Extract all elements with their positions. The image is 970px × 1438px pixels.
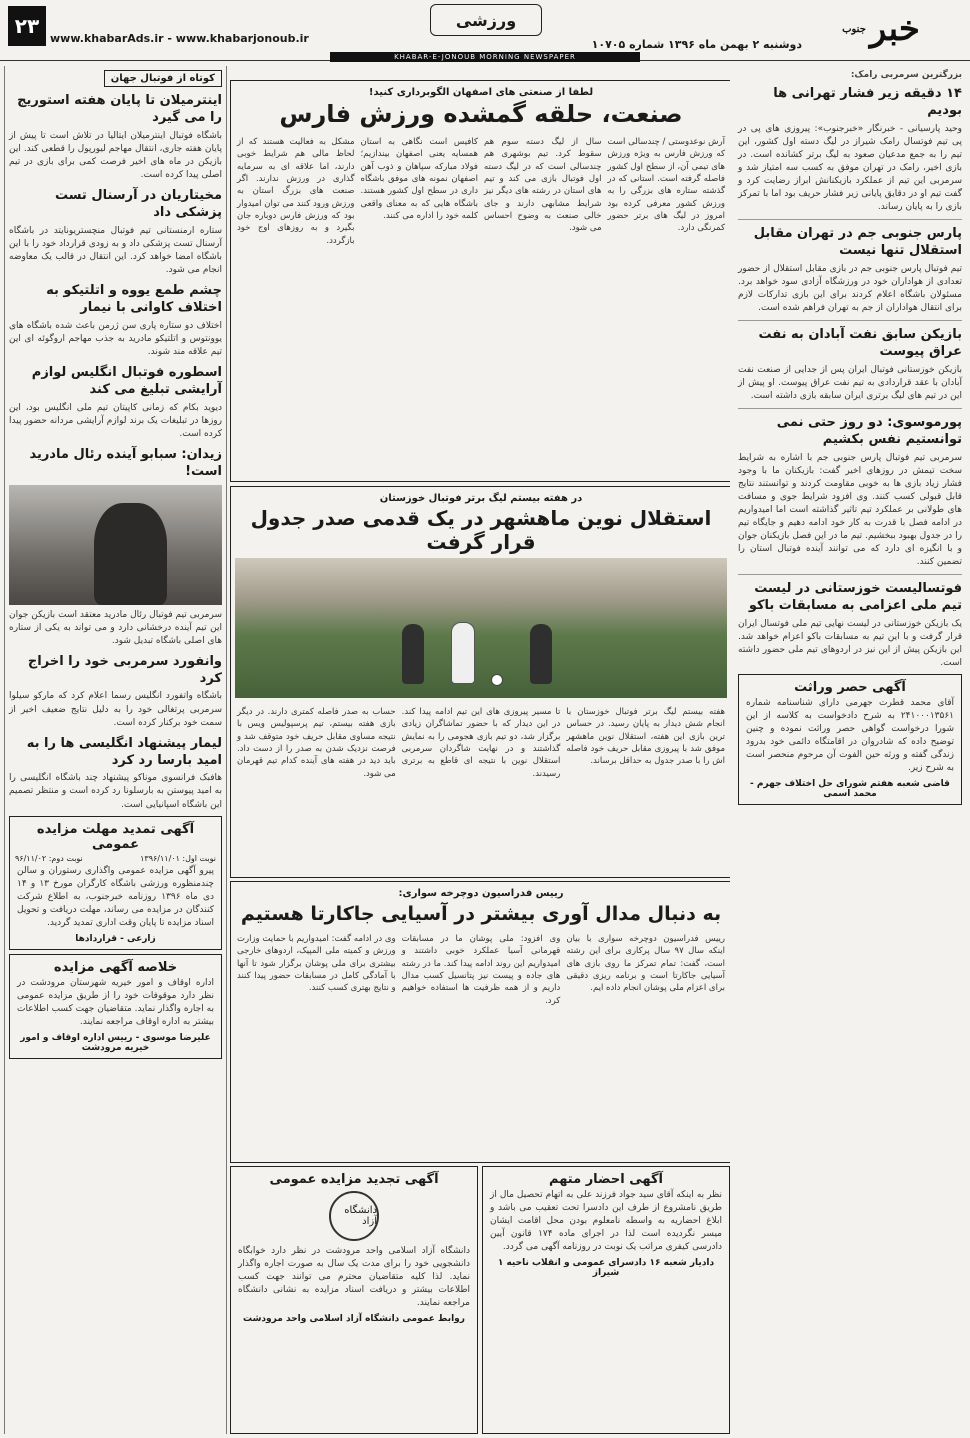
story-text-column: مشکل به فعالیت هستند که از لحاظ مالی هم شرایط خوبی دارند، اما علاقه ای به سرمایه گذاری در ورزش ندارند. اگر صنعت های بزرگ استان به ورزش ورود کنند می توان امیدوار بود که ورزش فارس دوباره جان بگیرد و به روزهای اوج خود بازگردد. <box>237 137 355 246</box>
logo-small-text: جنوب <box>842 23 866 35</box>
news-title: اسطوره فوتبال انگلیس لوازم آرایشی تبلیغ می کند <box>31 364 222 397</box>
ad-body: دانشگاه آزاد اسلامی واحد مرودشت در نظر دارد خوابگاه دانشجویی خود را برای مدت یک سال به صورت اجاره واگذار نماید. لذا کلیه متقاضیان محترم می توانند جهت کسب اطلاعات بیشتر و دریافت اسناد مزایده به نشانی دانشگاه مراجعه نمایند. <box>238 1246 470 1309</box>
story-text-column: هفته بیستم لیگ برتر فوتبال خوزستان با انجام شش دیدار به پایان رسید. در حساس ترین بازی این هفته، استقلال نوین ماهشهر موفق شد با پیروزی مقابل حریف خود فاصله اش را با صدر جدول به حداقل برساند. <box>566 707 725 767</box>
story-columns <box>231 132 730 251</box>
ad-title: خلاصه آگهی مزایده <box>53 959 178 975</box>
news-body: باشگاه واتفورد انگلیس رسما اعلام کرد که مارکو سیلوا سرمربی پرتغالی خود را به دلیل نتایج ضعیف اخیر از سمت خود برکنار کرده است. <box>9 691 222 728</box>
ad-body: پیرو آگهی مزایده عمومی واگذاری رستوران و سالن چندمنظوره ورزشی باشگاه کارگران مورخ ۱۳ و ۱۴ دی ماه ۱۳۹۶ روزنامه خبرجنوب، به اطلاع شرکت کنندگان در مزایده می رساند، مهلت دریافت و تحویل اسناد مزایده تا پایان وقت اداری تمدید گردید. <box>17 865 214 928</box>
news-title: فوتسالیست خوزستانی در لیست تیم ملی اعزامی به مسابقات باکو <box>748 581 962 614</box>
newspaper-logo <box>806 6 956 52</box>
page-number: ۲۳ <box>8 6 46 46</box>
top-story <box>230 80 730 482</box>
news-body: باشگاه فوتبال اینترمیلان ایتالیا در تلاش است تا پیش از پایان هفته جاری، انتقال مهاجم لیورپول را قطعی کند. این بازیکن در ماه های اخیر فرصت کمی برای بازی در تیم اصلی پیدا کرده است. <box>9 130 222 180</box>
news-title: لیمار پیشنهاد انگلیسی ها را به امید بارسا رد کرد <box>26 735 222 768</box>
story-text-column: حساب به صدر فاصله کمتری دارند. در دیگر بازی هفته بیستم، تیم پرسپولیس ویس با نتیجه مساوی مقابل حریف خود متوقف شد و فرصت نزدیک شدن به صدر را از دست داد. باید دید در هفته های آینده کدام تیم قهرمان می شود. <box>236 707 396 779</box>
coach-photo <box>9 485 222 605</box>
website-line: www.khabarAds.ir - www.khabarjonoub.ir <box>50 32 309 45</box>
ad-signature: روابط عمومی دانشگاه آزاد اسلامی واحد مرودشت <box>243 1314 465 1325</box>
ad-title: آگهی تجدید مزایده عمومی <box>269 1172 439 1187</box>
news-title: پارس جنوبی جم در تهران مقابل استقلال تنها نیست <box>753 226 962 258</box>
football-match-photo <box>235 558 727 698</box>
story-kicker: لطفا از صنعتی های اصفهان الگوبرداری کنید! <box>368 87 594 98</box>
ad-dates <box>15 854 216 863</box>
story-kicker: رییس فدراسیون دوچرخه سواری: <box>398 888 564 899</box>
ad-date-first: نوبت اول: ۱۳۹۶/۱۱/۰۱ <box>140 853 216 863</box>
story-columns <box>231 702 730 784</box>
player-figure <box>402 624 424 684</box>
ball-icon <box>491 674 503 686</box>
story-text-column: وی در ادامه گفت: امیدواریم با حمایت وزارت ورزش و کمیته ملی المپیک، اردوهای خارجی بیشتری برای ملی پوشان برگزار شود تا آنها با آمادگی کامل در مسابقات حضور پیدا کنند و نتایج بهتری کسب کنند. <box>236 934 396 994</box>
ad-body: اداره اوقاف و امور خیریه شهرستان مرودشت در نظر دارد موقوفات خود را از طریق مزایده عمومی به اجاره واگذار نماید. متقاضیان جهت کسب اطلاعات بیشتر به اداره اوقاف مراجعه نمایند. <box>17 977 214 1027</box>
right-column <box>734 66 966 1434</box>
left-column <box>4 66 227 1434</box>
news-title: بازیکن سابق نفت آبادان به نفت عراق پیوست <box>758 327 962 359</box>
ad-signature: قاضی شعبه هفتم شورای حل اختلاف جهرم - محمد اسمی <box>750 779 950 800</box>
news-title: اینترمیلان تا پایان هفته استوریج را می گیرد <box>17 93 222 125</box>
ad-title: آگهی احضار متهم <box>549 1172 663 1187</box>
ad-body: آقای محمد قطرت جهرمی دارای شناسنامه شماره ۲۴۱۰۰۰۱۳۵۶۱ به شرح دادخواست به کلاسه از این شورا درخواست گواهی حصر وراثت نموده و چنین توضیح داده که شادروان در اقامتگاه دائمی خود بدرود زندگی گفته و ورثه حین الفوت آن مرحوم منحصر است به شرح زیر. <box>746 698 954 774</box>
news-title: زیدان: سبابو آینده رئال مادرید است! <box>29 446 222 479</box>
news-body: هافبک فرانسوی موناکو پیشنهاد چند باشگاه انگلیسی را به امید پیوستن به بارسلونا رد کرده است و منتظر تصمیم این باشگاه اسپانیایی است. <box>9 773 222 810</box>
auction-ad <box>230 1166 478 1434</box>
header-banner: KHABAR-E-JONOUB MORNING NEWSPAPER <box>330 52 640 62</box>
news-body: ستاره ارمنستانی تیم فوتبال منچستریونایتد در باشگاه آرسنال تست پزشکی داد و به زودی قرارداد خود را با این باشگاه امضا خواهد کرد. این انتقال در قالب یک معاوضه انجام می شود. <box>9 225 222 275</box>
story-text-column: کافیس است نگاهی به استان همسایه یعنی اصفهان بیندازیم؛ فولاد مبارکه سپاهان و ذوب آهن اصفهان نمونه های موفق باشگاه داری در سطح اول کشور هستند. باشگاه هایی که به معنای واقعی کلمه خود را اداره می کنند. <box>360 137 478 221</box>
divider <box>738 320 962 321</box>
ad-signature: دادیار شعبه ۱۶ دادسرای عمومی و انقلاب ناحیه ۱ شیراز <box>497 1258 715 1279</box>
summons-ad <box>482 1166 730 1434</box>
ad-body: نظر به اینکه آقای سید جواد فرزند علی به اتهام تحصیل مال از طریق نامشروع از طرف این دادسرا تحت تعقیب می باشد و ابلاغ احضاریه به واسطه نامعلوم بودن محل اقامت ایشان میسر نگردیده است لذا در اجرای ماده ۱۷۴ قانون آیین دادرسی کیفری مراتب یک نوبت در روزنامه آگهی می گردد. <box>490 1190 722 1253</box>
section-title: ورزشی <box>430 4 542 36</box>
logo-text: خبر <box>869 9 920 49</box>
divider <box>738 574 962 575</box>
divider <box>738 219 962 220</box>
story-text-column: وی افزود: ملی پوشان ما در مسابقات قهرمانی آسیا عملکرد خوبی داشتند و امیدواریم این روند ادامه پیدا کند. ما در رشته های جاده و پیست نیز پتانسیل کسب مدال داریم و از همه ظرفیت ها استفاده خواهیم کرد. <box>401 934 561 1006</box>
news-body: وحید پارسیانی - خبرنگار «خبرجنوب»: پیروزی های پی در پی تیم فوتسال رامک شیراز در لیگ دسته اول کشور، این تیم را به جمع مدعیان صعود به لیگ برتر کشانده است. در بازی اخیر، رامک در تهران موفق به کسب سه امتیاز شد و سرمربی این تیم از عملکرد بازیکنانش ابراز رضایت کرد و گفت تیم او در دقایق پایانی زیر فشار حریف بود اما با تمرکز بازی را به پایان رساند. <box>738 123 962 213</box>
news-title: چشم طمع یووه و اتلتیکو به اختلاف کاوانی با نیمار <box>46 282 222 315</box>
divider <box>738 408 962 409</box>
ads-row <box>230 1166 730 1434</box>
news-body: یک بازیکن خوزستانی در لیست نهایی تیم ملی فوتسال ایران قرار گرفت و با این تیم به مسابقات باکو اعزام خواهد شد. این بازیکن پیش از این نیز در اردوهای تیم ملی حضور داشته است. <box>738 618 962 669</box>
page-header <box>0 0 970 61</box>
news-title: ۱۴ دقیقه زیر فشار تهرانی ها بودیم <box>773 86 962 118</box>
university-logo-icon: دانشگاه آزاد <box>329 1191 379 1241</box>
auction-extension-ad <box>9 816 222 950</box>
news-body: تیم فوتبال پارس جنوبی جم در بازی مقابل استقلال از حضور تعدادی از هواداران خود در ورزشگاه آزادی سود خواهد برد. مسئولان باشگاه اعلام کردند برای این بازی تدارکات لازم برای انتقال هواداران از جم به تهران فراهم شده است. <box>738 263 962 314</box>
news-body: سرمربی تیم فوتبال پارس جنوبی جم با اشاره به شرایط سخت تیمش در روزهای اخیر گفت: بازیکنان ما با وجود فشار زیاد بازی ها به خوبی مقاومت کردند و توانستند نتایج قابل قبولی کسب کنند. وی افزود شرایط جوی و مسافت های طولانی بر عملکرد تیم تاثیر گذاشته است اما امیدواریم در ادامه فصل با قدرت به کار خود ادامه دهیم و جایگاه تیم را در جدول بهبود ببخشیم. تیم ما در این فصل بازیکنان جوان و با انگیزه ای دارد که می توانند آینده فوتبال استان را تضمین کنند. <box>738 452 962 568</box>
person-silhouette <box>94 503 166 605</box>
news-body: بازیکن خوزستانی فوتبال ایران پس از جدایی از صنعت نفت آبادان با عقد قراردادی به تیم نفت عراق پیوست. او پیش از این در تیم های لیگ برتری ایران سابقه بازی داشته است. <box>738 364 962 401</box>
football-story <box>230 486 730 878</box>
player-figure <box>451 622 475 684</box>
ad-date-second: نوبت دوم: ۹۶/۱۱/۰۲ <box>15 853 83 863</box>
story-headline: به دنبال مدال آوری بیشتر در آسیایی جاکارتا هستیم <box>240 903 722 925</box>
story-text-column: سال از لیگ دسته سوم هم سقوط کرد. تیم بوشهری هم چندسالی است که در لیگ دسته اول فوتبال بازی می کند و تیم های استان در رشته های دیگر نیز شرایط مشابهی دارند و جای خالی صنعت به وضوح احساس می شود. <box>484 137 602 234</box>
middle-column <box>230 66 730 1434</box>
news-body: دیوید بکام که زمانی کاپیتان تیم ملی انگلیس بود، این روزها در تبلیغات یک برند لوازم آرایشی مردانه حضور پیدا کرده است. <box>9 402 222 439</box>
section-tag: کوتاه از فوتبال جهان <box>104 70 222 87</box>
ad-title: آگهی تمدید مهلت مزایده عمومی <box>36 821 195 852</box>
issue-date: دوشنبه ۲ بهمن ماه ۱۳۹۶ شماره ۱۰۷۰۵ <box>591 38 802 51</box>
cycling-story <box>230 881 730 1163</box>
news-title: مخیتاریان در آرسنال تست پزشکی داد <box>54 187 222 220</box>
story-text-column: تا مسیر پیروزی های این تیم ادامه پیدا کند. در این دیدار که با حضور تماشاگران زیادی برگزار شد، دو تیم بازی هجومی را به نمایش گذاشتند و در نهایت شاگردان سرمربی استقلال نوین با نتیجه ای قاطع به برتری رسیدند. <box>401 707 561 779</box>
inheritance-ad <box>738 674 962 805</box>
player-figure <box>530 624 552 684</box>
story-headline: صنعت، حلقه گمشده ورزش فارس <box>279 100 683 128</box>
auction-summary-ad <box>9 954 222 1059</box>
ad-signature: زارعی - قراردادها <box>75 933 156 944</box>
ad-signature: علیرضا موسوی - رییس اداره اوقاف و امور خیریه مرودشت <box>20 1032 211 1053</box>
story-columns <box>231 929 730 1011</box>
news-kicker: بزرگترین سرمربی رامک: <box>850 70 962 80</box>
news-body: سرمربی تیم فوتبال رئال مادرید معتقد است بازیکن جوان این تیم آینده درخشانی دارد و می تواند به یکی از ستاره های اصلی باشگاه تبدیل شود. <box>9 609 222 646</box>
news-body: اختلاف دو ستاره پاری سن ژرمن باعث شده باشگاه های یوونتوس و اتلتیکو مادرید به جذب مهاجم اروگوئه ای این تیم علاقه مند شوند. <box>9 320 222 357</box>
story-text-column: آرش نوعدوستی / چندسالی است که ورزش فارس به ویژه ورزش های تیمی آن، از سطح اول کشور فاصله گرفته است. استانی که در گذشته ستاره های بزرگی را به ورزش کشور معرفی کرده بود امروز در لیگ های برتر حضور کمرنگی دارد. <box>607 137 725 234</box>
ad-title: آگهی حصر وراثت <box>794 680 906 696</box>
story-text-column: رییس فدراسیون دوچرخه سواری با بیان اینکه سال ۹۷ سال پرکاری برای این رشته است، گفت: تمام تمرکز ما روی بازی های آسیایی جاکارتا است و برنامه ریزی دقیقی برای اعزام ملی پوشان انجام داده ایم. <box>566 934 725 994</box>
story-headline: استقلال نوین ماهشهر در یک قدمی صدر جدول قرار گرفت <box>250 506 712 554</box>
story-kicker: در هفته بیستم لیگ برتر فوتبال خوزستان <box>379 493 583 504</box>
news-title: وانفورد سرمربی خود را اخراج کرد <box>27 653 222 686</box>
news-title: پورموسوی: دو روز حتی نمی توانستیم نفس بکشیم <box>776 415 962 447</box>
